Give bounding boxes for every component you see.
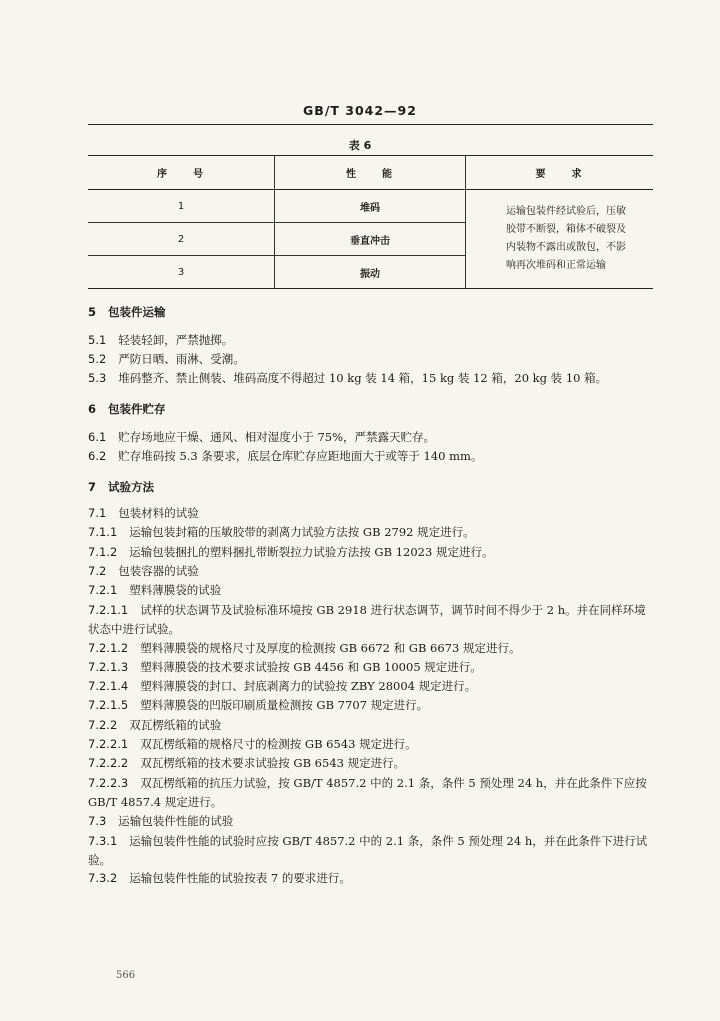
col-header-property: 性 能 xyxy=(275,156,466,190)
col-header-no: 序 号 xyxy=(88,156,275,190)
clause: 7.1 包装材料的试验 xyxy=(88,506,199,520)
clause: 6.1 贮存场地应干燥、通风、相对湿度小于 75%，严禁露天贮存。 xyxy=(88,430,436,444)
clause: 7.2.1.2 塑料薄膜袋的规格尺寸及厚度的检测按 GB 6672 和 GB 6673 规定进行。 xyxy=(88,641,521,655)
clause: 7.2.1 塑料薄膜袋的试验 xyxy=(88,583,222,597)
row-no: 3 xyxy=(88,256,275,289)
clause: 7.1.2 运输包装捆扎的塑料捆扎带断裂拉力试验方法按 GB 12023 规定进行。 xyxy=(88,545,494,559)
clause: 5.1 轻装轻卸，严禁抛掷。 xyxy=(88,333,234,347)
clause: 7.3 运输包装件性能的试验 xyxy=(88,814,234,828)
row-property: 垂直冲击 xyxy=(275,223,466,256)
row-no: 2 xyxy=(88,223,275,256)
clause: 7.2.2.3 双瓦楞纸箱的抗压力试验，按 GB/T 4857.2 中的 2.1 条，条件 5 预处理 24 h，并在此条件下应按 GB/T 4857.4 规定进行。 xyxy=(88,776,647,809)
table-row xyxy=(88,190,653,223)
row-property: 振动 xyxy=(275,256,466,289)
clause: 7.3.2 运输包装件性能的试验按表 7 的要求进行。 xyxy=(88,871,351,885)
section-heading: 6 包装件贮存 xyxy=(88,402,166,416)
clause: 7.2.2.1 双瓦楞纸箱的规格尺寸的检测按 GB 6543 规定进行。 xyxy=(88,737,417,751)
table-header-row xyxy=(88,156,653,190)
section-heading: 7 试验方法 xyxy=(88,480,155,494)
clause: 7.2.1.5 塑料薄膜袋的凹版印刷质量检测按 GB 7707 规定进行。 xyxy=(88,698,429,712)
clause: 6.2 贮存堆码按 5.3 条要求，底层仓库贮存应距地面大于或等于 140 mm。 xyxy=(88,449,483,463)
clause: 7.2.1.4 塑料薄膜袋的封口、封底剥离力的试验按 ZBY 28004 规定进行。 xyxy=(88,679,477,693)
clause: 7.3.1 运输包装件性能的试验时应按 GB/T 4857.2 中的 2.1 条，条件 5 预处理 24 h，并在此条件下进行试验。 xyxy=(88,834,648,867)
row-requirement: 运输包装件经试验后，压敏胶带不断裂，箱体不破裂及内装物不露出或散包，不影响再次堆码和正常运输 xyxy=(466,190,654,289)
section-heading: 5 包装件运输 xyxy=(88,305,166,319)
clause: 7.2.1.1 试样的状态调节及试验标准环境按 GB 2918 进行状态调节，调节时间不得少于 2 h。并在同样环境状态中进行试验。 xyxy=(88,603,646,636)
clause: 5.2 严防日晒、雨淋、受潮。 xyxy=(88,352,245,366)
clause: 7.1.1 运输包装封箱的压敏胶带的剥离力试验方法按 GB 2792 规定进行。 xyxy=(88,525,475,539)
table-title: 表 6 xyxy=(348,139,372,152)
col-header-requirement: 要 求 xyxy=(466,156,654,190)
page-number: 566 xyxy=(116,970,136,981)
clause: 5.3 堆码整齐、禁止侧装、堆码高度不得超过 10 kg 装 14 箱，15 kg 装 12 箱，20 kg 装 10 箱。 xyxy=(88,371,608,385)
spec-table xyxy=(88,155,653,289)
row-no: 1 xyxy=(88,190,275,223)
row-property: 堆码 xyxy=(275,190,466,223)
standard-code: GB/T 3042—92 xyxy=(303,103,417,118)
clause: 7.2.1.3 塑料薄膜袋的技术要求试验按 GB 4456 和 GB 10005 规定进行。 xyxy=(88,660,482,674)
clause: 7.2.2 双瓦楞纸箱的试验 xyxy=(88,718,222,732)
clause: 7.2.2.2 双瓦楞纸箱的技术要求试验按 GB 6543 规定进行。 xyxy=(88,756,406,770)
header-rule xyxy=(88,124,653,125)
clause: 7.2 包装容器的试验 xyxy=(88,564,199,578)
